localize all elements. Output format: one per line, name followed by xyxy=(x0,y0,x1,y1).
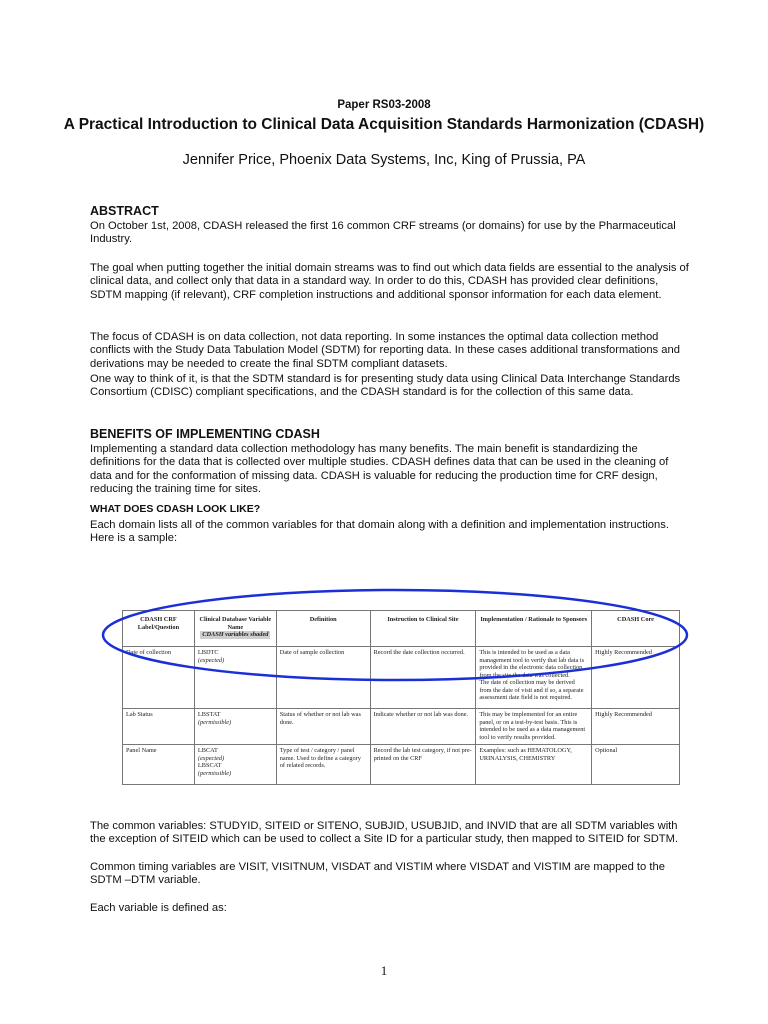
table-row xyxy=(123,745,680,785)
benefits-heading: BENEFITS OF IMPLEMENTING CDASH xyxy=(90,427,320,441)
implementation-text: This is intended to be used as a data management tool to verify that lab data is provided in the electronic data collection from the site the data was collected. xyxy=(479,649,585,679)
benefits-paragraph: Implementing a standard data collection methodology has many benefits. The main benefit is standardizing the definitions for the data that is collected over multiple studies. CDASH defines data that can be used in the cleaning of data and for the conformation of missing data. CDASH is valuable for reducing the production time for CRF design, reducing the training time for sites. xyxy=(90,443,669,495)
cell-definition: Date of sample collection xyxy=(276,647,370,709)
abstract-paragraph-2: The goal when putting together the initial domain streams was to find out which data fields are essential to the analysis of clinical data, and collect only that data in a standard way. In order to do this, CDASH has provided clear definitions, SDTM mapping (if relevant), CRF completion instructions and additional sponsor information for each data element. xyxy=(90,262,689,301)
variables-paragraph-3: Each variable is defined as: xyxy=(90,902,227,914)
header-implementation: Implementation / Rationale to Sponsors xyxy=(476,611,592,647)
paper-number: Paper RS03-2008 xyxy=(337,99,431,111)
variable-note: (permissible) xyxy=(197,718,232,726)
cell-implementation: This may be implemented for an entire panel, or on a test-by-test basis. This is intended to be used as a data management tool to verify results provided. xyxy=(476,709,592,745)
cell-core: Optional xyxy=(592,745,680,785)
cell-label: Panel Name xyxy=(123,745,195,785)
abstract-heading: ABSTRACT xyxy=(90,204,159,218)
variables-paragraph-2: Common timing variables are VISIT, VISITNUM, VISDAT and VISTIM where VISDAT and VISTIM are mapped to the SDTM –DTM variable. xyxy=(90,861,665,887)
header-instruction: Instruction to Clinical Site xyxy=(370,611,476,647)
author-line: Jennifer Price, Phoenix Data Systems, Inc, King of Prussia, PA xyxy=(182,152,586,168)
variable-note: (expected) xyxy=(197,754,225,762)
sample-table-figure xyxy=(90,588,690,806)
cell-core: Highly Recommended xyxy=(592,647,680,709)
cell-label: Lab Status xyxy=(123,709,195,745)
variable-name: LBSTAT xyxy=(197,711,221,718)
header-variable-name-text: Clinical Database Variable Name xyxy=(199,616,272,631)
look-like-heading: WHAT DOES CDASH LOOK LIKE? xyxy=(90,503,261,515)
variable-name-2: LBSCAT xyxy=(197,762,222,769)
cell-implementation xyxy=(476,647,592,709)
abstract-paragraph-3: The focus of CDASH is on data collection, not data reporting. In some instances the optimal data collection method conflicts with the Study Data Tabulation Model (SDTM) for reporting data. In these cases additional transformations and derivations may be needed to create the final SDTM compliant datasets. xyxy=(90,331,680,370)
cell-variable xyxy=(194,647,276,709)
paper-title: A Practical Introduction to Clinical Data Acquisition Standards Harmonization (CDASH) xyxy=(63,116,705,133)
cell-variable xyxy=(194,709,276,745)
page-number: 1 xyxy=(380,963,388,978)
cell-instruction: Record the lab test category, if not pre-printed on the CRF xyxy=(370,745,476,785)
header-core: CDASH Core xyxy=(592,611,680,647)
cell-variable xyxy=(194,745,276,785)
cell-instruction: Indicate whether or not lab was done. xyxy=(370,709,476,745)
abstract-paragraph-4: One way to think of it, is that the SDTM standard is for presenting study data using Clinical Data Interchange Standards Consortium (CDISC) compliant specifications, and the CDASH standard is for the collection of this same data. xyxy=(90,373,681,399)
variable-note: (expected) xyxy=(197,656,225,664)
header-variable-name xyxy=(194,611,276,647)
header-definition: Definition xyxy=(276,611,370,647)
header-shaded-note: CDASH variables shaded xyxy=(202,631,269,638)
look-like-paragraph: Each domain lists all of the common variables for that domain along with a definition and implementation instructions. Here is a sample: xyxy=(90,519,669,545)
header-crf-label: CDASH CRF Label/Question xyxy=(123,611,195,647)
table-row xyxy=(123,647,680,709)
table-row xyxy=(123,709,680,745)
cell-core: Highly Recommended xyxy=(592,709,680,745)
implementation-text-2: The date of collection may be derived from the date of visit and if so, a separate assessment date field is not required. xyxy=(479,679,584,701)
variables-paragraph-1: The common variables: STUDYID, SITEID or SITENO, SUBJID, USUBJID, and INVID that are all SDTM variables with the exception of SITEID which can be used to collect a Site ID for a particular study, then mapped to SITEID for SDTM. xyxy=(90,820,679,846)
variable-note-2: (permissible) xyxy=(197,769,232,777)
abstract-paragraph-1: On October 1st, 2008, CDASH released the first 16 common CRF streams (or domains) for use by the Pharmaceutical Industry. xyxy=(90,220,676,246)
cdash-sample-table xyxy=(122,610,680,785)
cell-label: Date of collection xyxy=(123,647,195,709)
cell-definition: Status of whether or not lab was done. xyxy=(276,709,370,745)
cell-implementation: Examples: such as HEMATOLOGY, URINALYSIS, CHEMISTRY xyxy=(476,745,592,785)
cell-instruction: Record the date collection occurred. xyxy=(370,647,476,709)
variable-name: LBCAT xyxy=(197,747,218,754)
cell-definition: Type of test / category / panel name. Used to define a category of related records. xyxy=(276,745,370,785)
variable-name: LBDTC xyxy=(197,649,219,656)
